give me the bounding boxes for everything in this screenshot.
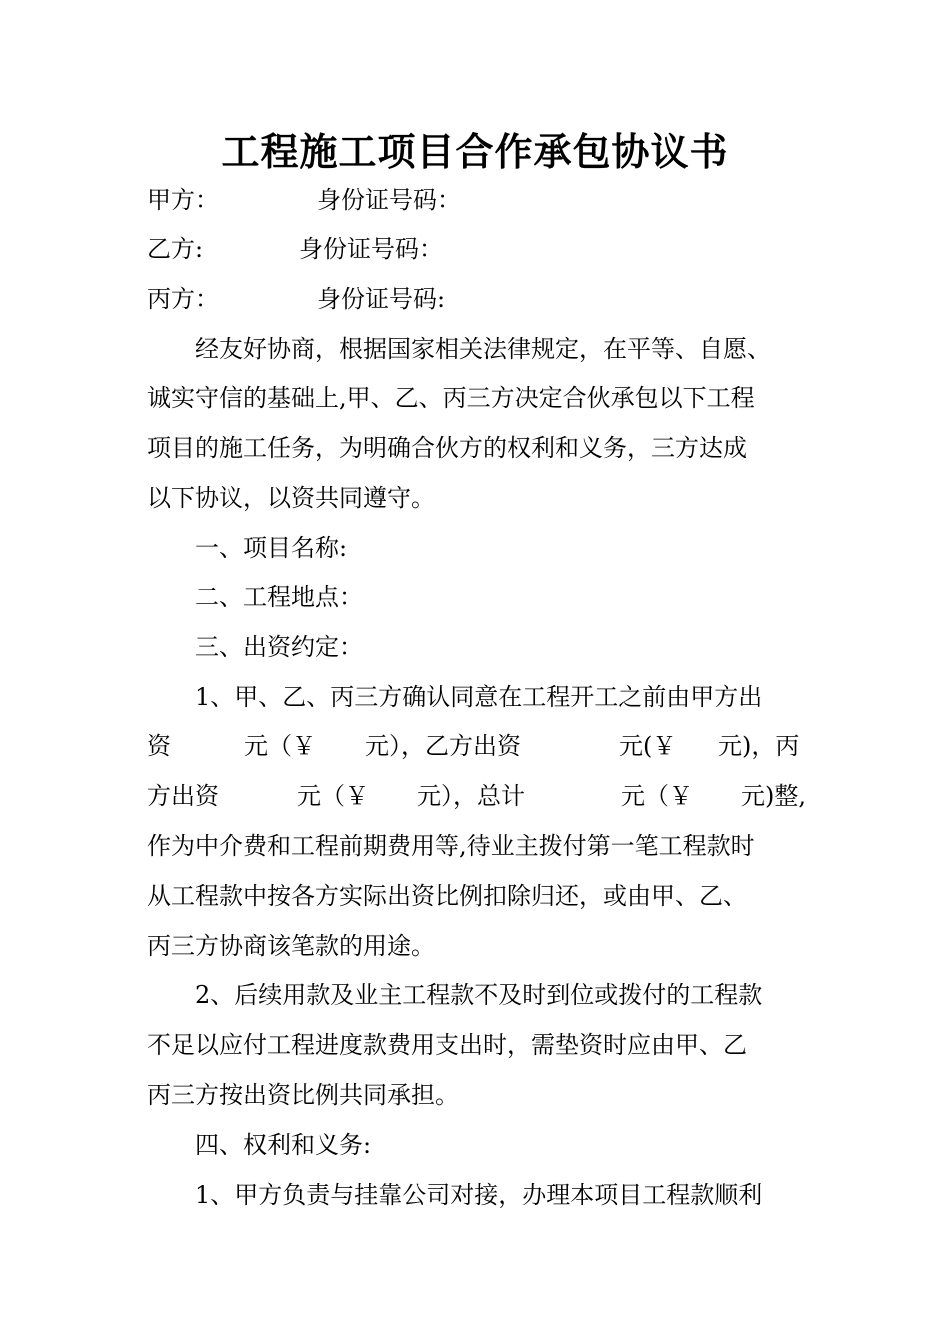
amount-segment: 元），乙方出资 [365,732,521,760]
party-yi-id-label: 身份证号码： [299,235,443,263]
amount-segment: 元（￥ [244,732,316,760]
clause-3-1-amount-line [147,779,807,813]
intro-line: 诚实守信的基础上,甲、乙、丙三方决定合伙承包以下工程 [147,384,755,412]
party-bing-id-label: 身份证号码: [317,285,446,313]
party-jia-id-label: 身份证号码： [317,186,461,214]
section-rights-obligations: 四、权利和义务: [195,1131,372,1159]
clause-3-2-line: 不足以应付工程进度款费用支出时，需垫资时应由甲、乙 [147,1031,747,1059]
clause-3-1-line: 丙三方协商该笔款的用途。 [147,932,435,960]
amount-segment: 元（￥ [297,782,369,810]
intro-line: 以下协议，以资共同遵守。 [147,484,435,512]
section-project-location: 二、工程地点： [195,583,363,611]
clause-3-2-line: 丙三方按出资比例共同承担。 [147,1081,459,1109]
amount-segment: 元)，丙 [718,732,800,760]
amount-segment: 元)整, [741,782,806,810]
amount-segment: 元），总计 [417,782,525,810]
intro-line: 项目的施工任务，为明确合伙方的权利和义务，三方达成 [147,434,747,462]
party-yi-label: 乙方: [147,235,204,263]
document-title: 工程施工项目合作承包协议书 [221,129,729,174]
amount-segment: 元(￥ [619,732,677,760]
party-bing-label: 丙方： [147,285,219,313]
section-investment: 三、出资约定： [195,633,363,661]
amount-segment: 元（￥ [621,782,693,810]
intro-line: 经友好协商，根据国家相关法律规定，在平等、自愿、 [195,335,771,363]
section-project-name: 一、项目名称: [195,534,348,562]
clause-3-1-line: 作为中介费和工程前期费用等,待业主拨付第一笔工程款时 [147,832,755,860]
clause-3-1-line: 1、甲、乙、丙三方确认同意在工程开工之前由甲方出 [195,683,763,711]
clause-3-2-line: 2、后续用款及业主工程款不及时到位或拨付的工程款 [195,981,763,1009]
clause-3-1-amount-line [147,729,807,763]
amount-segment: 资 [147,732,171,760]
amount-segment: 方出资 [147,782,219,810]
clause-4-1-line: 1、甲方负责与挂靠公司对接，办理本项目工程款顺利 [195,1181,763,1209]
party-jia-label: 甲方： [147,186,219,214]
clause-3-1-line: 从工程款中按各方实际出资比例扣除归还，或由甲、乙、 [147,882,747,910]
